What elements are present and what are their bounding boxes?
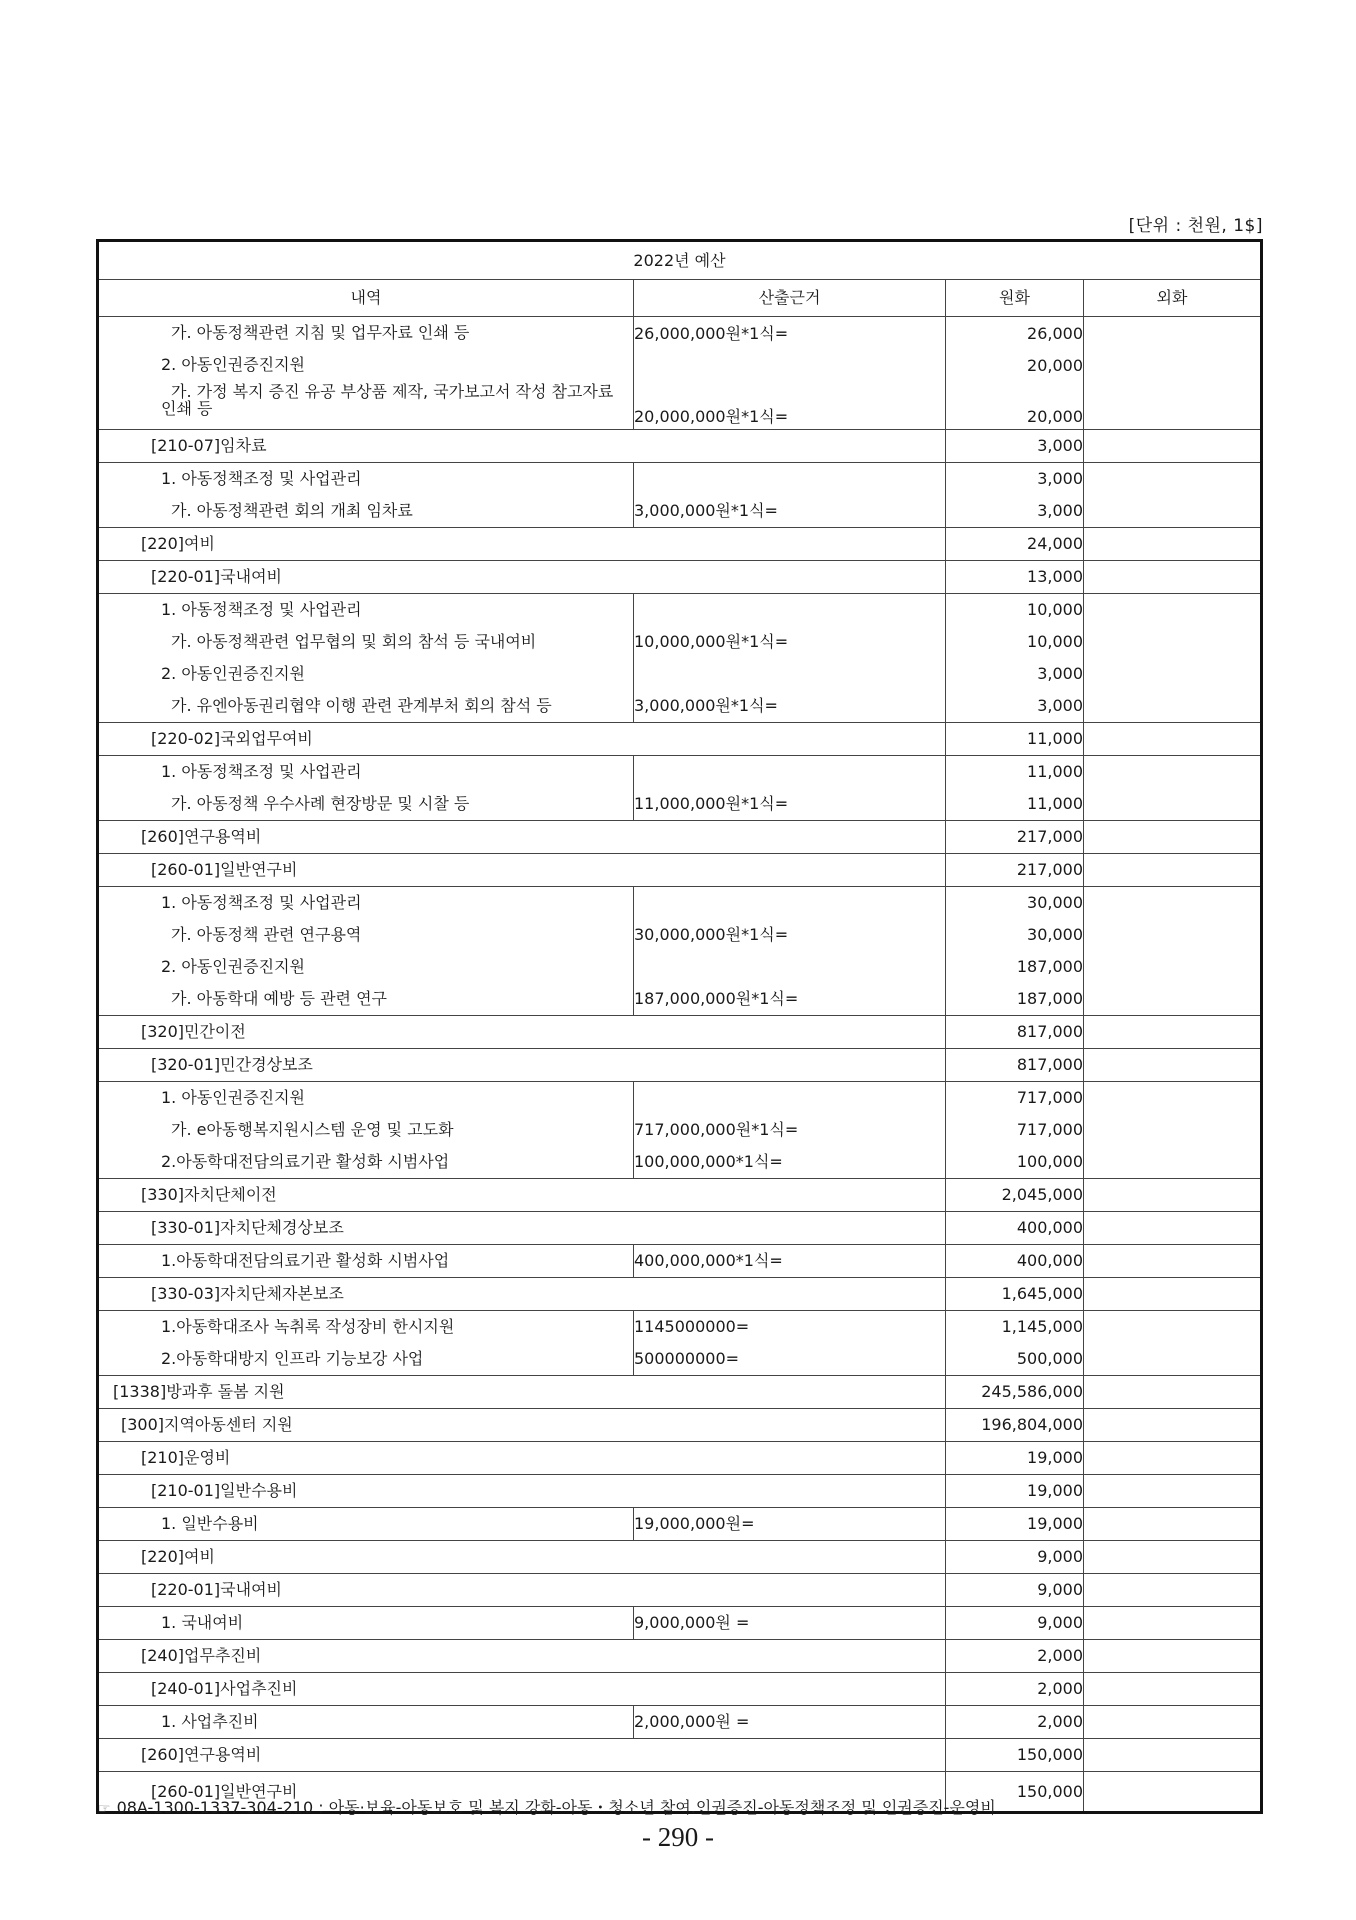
description-text: [1338]방과후 돌봄 지원 [113,1382,285,1401]
description-text: 가. 유엔아동권리협약 이행 관련 관계부처 회의 참석 등 [171,696,552,715]
table-row-detail [98,1607,1262,1640]
table-row-subtotal [98,1574,1262,1607]
row-krw-amount [946,821,1084,854]
row-krw-amount [946,1082,1084,1179]
description-text: [240-01]사업추진비 [151,1679,298,1698]
krw-amount-text: 217,000 [1016,827,1083,846]
table-row-subtotal [98,821,1262,854]
basis-text: 100,000,000*1식= [634,1152,783,1171]
row-foreign-amount [1084,1311,1262,1376]
table-row-subtotal [98,1673,1262,1706]
table-row-detail [98,1706,1262,1739]
krw-amount-text: 10,000 [1027,600,1083,619]
row-basis [634,594,946,723]
description-text: [240]업무추진비 [141,1646,262,1665]
row-description [98,1311,634,1376]
table-row-subtotal [98,1739,1262,1772]
description-text: [260]연구용역비 [141,1745,262,1764]
row-description [98,1574,946,1607]
page-number: - 290 - [642,1822,714,1852]
row-foreign-amount [1084,1082,1262,1179]
krw-amount-text: 2,000 [1037,1646,1083,1665]
row-foreign-amount [1084,430,1262,463]
row-description [98,1475,946,1508]
row-description [98,317,634,430]
row-krw-amount [946,1574,1084,1607]
year-header: 2022년 예산 [98,241,1262,280]
description-text: 가. 아동정책 우수사례 현장방문 및 시찰 등 [171,794,470,813]
krw-amount-text: 1,645,000 [1001,1284,1083,1303]
footnote [98,1795,996,1818]
table-row-detail [98,463,1262,528]
row-basis [634,1311,946,1376]
krw-amount-text: 717,000 [1016,1120,1083,1139]
row-description [98,854,946,887]
footnote-text: 08A-1300-1337-304-210 : 아동·보육-아동보호 및 복지 강화-아동・청소년 참여.인권증진-아동정책조정 및 인권증진-운영비 [116,1798,996,1817]
row-foreign-amount [1084,1706,1262,1739]
description-text: [330]자치단체이전 [141,1185,277,1204]
description-text: 1. 사업추진비 [161,1712,259,1731]
krw-amount-text: 150,000 [1016,1782,1083,1801]
table-row-detail [98,1311,1262,1376]
krw-amount-text: 20,000 [1027,407,1083,426]
basis-text [634,350,945,382]
row-basis [634,1508,946,1541]
basis-text [634,951,945,983]
krw-amount-text: 11,000 [1027,794,1083,813]
row-krw-amount [946,561,1084,594]
row-foreign-amount [1084,1409,1262,1442]
description-text: 가. 아동정책관련 업무협의 및 회의 참석 등 국내여비 [171,632,537,651]
basis-text [634,463,945,495]
basis-text [634,1082,945,1114]
row-foreign-amount [1084,821,1262,854]
row-foreign-amount [1084,1016,1262,1049]
krw-amount-text: 3,000 [1037,501,1083,520]
krw-amount-text: 10,000 [1027,632,1083,651]
row-foreign-amount [1084,1278,1262,1311]
row-foreign-amount [1084,463,1262,528]
row-foreign-amount [1084,1607,1262,1640]
row-krw-amount [946,1049,1084,1082]
row-krw-amount [946,1607,1084,1640]
basis-text: 500000000= [634,1349,740,1368]
row-krw-amount [946,756,1084,821]
krw-amount-text: 19,000 [1027,1448,1083,1467]
row-description [98,1607,634,1640]
row-description [98,1508,634,1541]
description-text: [210-07]임차료 [151,436,267,455]
table-row-subtotal [98,1049,1262,1082]
row-krw-amount [946,1016,1084,1049]
basis-text: 20,000,000원*1식= [634,407,789,426]
budget-table [96,239,1263,1814]
row-foreign-amount [1084,1245,1262,1278]
krw-amount-text: 9,000 [1037,1613,1083,1632]
row-foreign-amount [1084,1739,1262,1772]
column-header-foreign: 외화 [1084,280,1262,317]
row-foreign-amount [1084,1212,1262,1245]
table-row-subtotal [98,430,1262,463]
krw-amount-text: 2,000 [1037,1679,1083,1698]
basis-text: 2,000,000원 = [634,1712,750,1731]
row-krw-amount [946,317,1084,430]
table-row-detail [98,887,1262,1016]
row-foreign-amount [1084,561,1262,594]
description-text: [210-01]일반수용비 [151,1481,298,1500]
description-text: [260-01]일반연구비 [151,1782,298,1801]
krw-amount-text: 3,000 [1037,664,1083,683]
krw-amount-text: 245,586,000 [981,1382,1083,1401]
krw-amount-text: 817,000 [1016,1055,1083,1074]
column-header-description: 내역 [98,280,634,317]
basis-text: 19,000,000원= [634,1514,755,1533]
krw-amount-text: 817,000 [1016,1022,1083,1041]
table-row-subtotal [98,1475,1262,1508]
krw-amount-text: 26,000 [1027,324,1083,343]
row-krw-amount [946,854,1084,887]
row-krw-amount [946,1409,1084,1442]
basis-text: 3,000,000원*1식= [634,501,778,520]
row-krw-amount [946,1278,1084,1311]
unit-label: [단위 : 천원, 1$] [1128,216,1263,236]
basis-text: 10,000,000원*1식= [634,632,789,651]
row-description [98,1179,946,1212]
row-krw-amount [946,1640,1084,1673]
row-krw-amount [946,1541,1084,1574]
row-description [98,1409,946,1442]
description-text: 2. 아동인권증진지원 [161,355,305,374]
krw-amount-text: 400,000 [1016,1251,1083,1270]
row-foreign-amount [1084,1475,1262,1508]
krw-amount-text: 20,000 [1027,356,1083,375]
row-foreign-amount [1084,1541,1262,1574]
row-description [98,1278,946,1311]
basis-text: 3,000,000원*1식= [634,696,778,715]
krw-amount-text: 217,000 [1016,860,1083,879]
krw-amount-text: 24,000 [1027,534,1083,553]
description-text: [210]운영비 [141,1448,231,1467]
row-basis [634,1245,946,1278]
table-row-subtotal [98,854,1262,887]
row-description [98,1049,946,1082]
table-body [98,317,1262,1813]
row-foreign-amount [1084,887,1262,1016]
krw-amount-text: 19,000 [1027,1481,1083,1500]
table-row-subtotal [98,1376,1262,1409]
row-basis [634,887,946,1016]
description-text: 1.아동학대전담의료기관 활성화 시범사업 [161,1251,450,1270]
row-description [98,887,634,1016]
description-text: 가. 아동정책관련 지침 및 업무자료 인쇄 등 [171,323,470,342]
row-description [98,1541,946,1574]
row-description [98,463,634,528]
row-krw-amount [946,1311,1084,1376]
table-row-detail [98,756,1262,821]
basis-text [634,658,945,690]
row-foreign-amount [1084,1640,1262,1673]
description-text: [220]여비 [141,1547,215,1566]
description-text: 2. 아동인권증진지원 [161,957,305,976]
description-text: 1. 아동정책조정 및 사업관리 [161,762,362,781]
basis-text: 1145000000= [634,1317,750,1336]
row-krw-amount [946,1376,1084,1409]
row-krw-amount [946,528,1084,561]
krw-amount-text: 100,000 [1016,1152,1083,1171]
row-description [98,821,946,854]
krw-amount-text: 30,000 [1027,893,1083,912]
column-header-krw: 원화 [946,280,1084,317]
description-text: 1. 일반수용비 [161,1514,259,1533]
row-description [98,1640,946,1673]
row-krw-amount [946,1212,1084,1245]
krw-amount-text: 500,000 [1016,1349,1083,1368]
row-foreign-amount [1084,317,1262,430]
krw-amount-text: 2,000 [1037,1712,1083,1731]
row-krw-amount [946,1739,1084,1772]
basis-text: 11,000,000원*1식= [634,794,789,813]
description-text: [260]연구용역비 [141,827,262,846]
description-text: [330-01]자치단체경상보조 [151,1218,344,1237]
row-krw-amount [946,1508,1084,1541]
row-krw-amount [946,1245,1084,1278]
row-description [98,1212,946,1245]
row-krw-amount [946,1179,1084,1212]
krw-amount-text: 187,000 [1016,957,1083,976]
row-basis [634,1706,946,1739]
description-text: 1.아동학대조사 녹취록 작성장비 한시지원 [161,1317,455,1336]
row-description [98,756,634,821]
description-text: [220]여비 [141,534,215,553]
row-foreign-amount [1084,1049,1262,1082]
row-description [98,1245,634,1278]
row-description [98,1082,634,1179]
table-row-subtotal [98,1409,1262,1442]
row-description [98,1016,946,1049]
row-krw-amount [946,594,1084,723]
krw-amount-text: 30,000 [1027,925,1083,944]
basis-text [634,594,945,626]
krw-amount-text: 3,000 [1037,696,1083,715]
row-basis [634,1607,946,1640]
row-foreign-amount [1084,1376,1262,1409]
description-text: [330-03]자치단체자본보조 [151,1284,344,1303]
row-description [98,1673,946,1706]
row-krw-amount [946,1673,1084,1706]
krw-amount-text: 13,000 [1027,567,1083,586]
description-text: [300]지역아동센터 지원 [121,1415,293,1434]
description-text: 1. 국내여비 [161,1613,244,1632]
row-foreign-amount [1084,723,1262,756]
row-basis [634,1082,946,1179]
row-description [98,1739,946,1772]
description-text: 가. 아동학대 예방 등 관련 연구 [171,989,387,1008]
row-description [98,1442,946,1475]
row-description [98,1376,946,1409]
year-header-row [98,241,1262,280]
table-row-subtotal [98,1212,1262,1245]
description-text: 2.아동학대방지 인프라 기능보강 사업 [161,1349,424,1368]
table-row-detail [98,1082,1262,1179]
row-krw-amount [946,463,1084,528]
krw-amount-text: 150,000 [1016,1745,1083,1764]
basis-text: 30,000,000원*1식= [634,925,789,944]
basis-text: 26,000,000원*1식= [634,324,789,343]
description-text: [320]민간이전 [141,1022,246,1041]
row-description [98,594,634,723]
row-foreign-amount [1084,1673,1262,1706]
table-row-subtotal [98,723,1262,756]
description-text: [220-01]국내여비 [151,1580,282,1599]
row-foreign-amount [1084,1179,1262,1212]
row-krw-amount [946,1442,1084,1475]
basis-text: 187,000,000원*1식= [634,989,799,1008]
row-description [98,528,946,561]
row-basis [634,463,946,528]
description-text: [320-01]민간경상보조 [151,1055,313,1074]
table-row-subtotal [98,1179,1262,1212]
krw-amount-text: 11,000 [1027,762,1083,781]
row-krw-amount [946,1706,1084,1739]
description-text: [220-01]국내여비 [151,567,282,586]
description-text: 1. 아동인권증진지원 [161,1088,305,1107]
row-foreign-amount [1084,854,1262,887]
table-row-detail [98,594,1262,723]
row-description [98,561,946,594]
row-krw-amount [946,723,1084,756]
description-text: 가. 아동정책관련 회의 개최 임차료 [171,501,413,520]
pointing-hand-icon: ☞ [98,1801,111,1817]
table-row-subtotal [98,1442,1262,1475]
table-row-subtotal [98,528,1262,561]
krw-amount-text: 196,804,000 [981,1415,1083,1434]
row-foreign-amount [1084,1508,1262,1541]
table-row-subtotal [98,1640,1262,1673]
description-text: 가. e아동행복지원시스템 운영 및 고도화 [171,1120,454,1139]
krw-amount-text: 19,000 [1027,1514,1083,1533]
row-basis [634,317,946,430]
table-row-detail [98,317,1262,430]
row-krw-amount [946,1475,1084,1508]
krw-amount-text: 11,000 [1027,729,1083,748]
column-header-row [98,280,1262,317]
table-row-subtotal [98,561,1262,594]
description-text: 1. 아동정책조정 및 사업관리 [161,469,362,488]
basis-text [634,756,945,788]
description-text: [220-02]국외업무여비 [151,729,313,748]
row-foreign-amount [1084,594,1262,723]
row-description [98,430,946,463]
description-text: 2. 아동인권증진지원 [161,664,305,683]
column-header-basis: 산출근거 [634,280,946,317]
row-foreign-amount [1084,1442,1262,1475]
description-text: 2.아동학대전담의료기관 활성화 시범사업 [161,1152,450,1171]
krw-amount-text: 3,000 [1037,469,1083,488]
krw-amount-text: 187,000 [1016,989,1083,1008]
krw-amount-text: 1,145,000 [1001,1317,1083,1336]
row-krw-amount [946,887,1084,1016]
table-row-detail [98,1245,1262,1278]
krw-amount-text: 9,000 [1037,1547,1083,1566]
row-foreign-amount [1084,528,1262,561]
description-text: 가. 아동정책 관련 연구용역 [171,925,362,944]
row-foreign-amount [1084,1574,1262,1607]
row-basis [634,756,946,821]
basis-text: 9,000,000원 = [634,1613,750,1632]
row-foreign-amount [1084,1772,1262,1813]
row-krw-amount [946,430,1084,463]
krw-amount-text: 3,000 [1037,436,1083,455]
description-text: [260-01]일반연구비 [151,860,298,879]
krw-amount-text: 717,000 [1016,1088,1083,1107]
description-text: 1. 아동정책조정 및 사업관리 [161,600,362,619]
basis-text [634,887,945,919]
description-text: 가. 가정 복지 증진 유공 부상품 제작, 국가보고서 작성 참고자료 인쇄 등 [161,382,614,418]
table-row-detail [98,1508,1262,1541]
krw-amount-text: 2,045,000 [1001,1185,1083,1204]
table-row-subtotal [98,1278,1262,1311]
table-row-subtotal [98,1541,1262,1574]
row-description [98,1706,634,1739]
basis-text: 717,000,000원*1식= [634,1120,799,1139]
basis-text: 400,000,000*1식= [634,1251,783,1270]
krw-amount-text: 9,000 [1037,1580,1083,1599]
row-foreign-amount [1084,756,1262,821]
krw-amount-text: 400,000 [1016,1218,1083,1237]
description-text: 1. 아동정책조정 및 사업관리 [161,893,362,912]
row-description [98,723,946,756]
table-row-subtotal [98,1016,1262,1049]
